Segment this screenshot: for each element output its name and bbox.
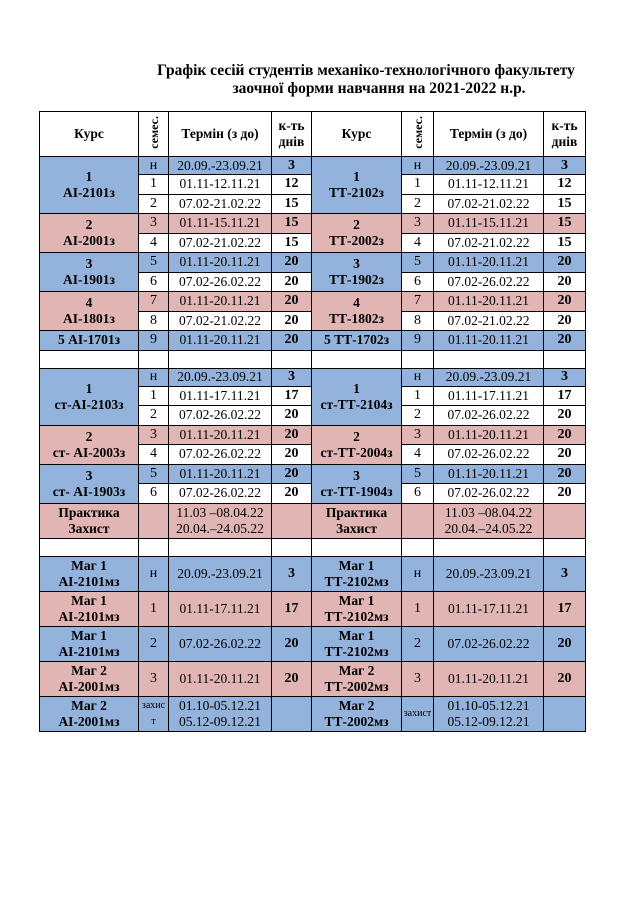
semester-cell: 6 — [139, 484, 169, 504]
days-cell: 20 — [272, 406, 312, 426]
term-cell: 11.03 –08.04.22 20.04.–24.05.22 — [169, 503, 272, 538]
term-cell: 01.11-15.11.21 — [169, 214, 272, 234]
course-cell: 3 ст-ТТ-1904з — [312, 464, 402, 503]
spacer-row — [40, 350, 586, 368]
days-cell: 15 — [272, 194, 312, 214]
term-cell: 01.11-20.11.21 — [434, 661, 544, 696]
semester-cell: 2 — [402, 406, 434, 426]
days-cell: 20 — [272, 484, 312, 504]
table-row — [40, 464, 586, 484]
course-cell: 1 ТТ-2102з — [312, 157, 402, 214]
semester-cell: н — [139, 157, 169, 175]
term-cell: 07.02-26.02.22 — [169, 626, 272, 661]
semester-cell: 5 — [402, 253, 434, 273]
term-cell: 20.09.-23.09.21 — [434, 556, 544, 591]
course-cell: Маг 2 ТТ-2002мз — [312, 661, 402, 696]
days-cell: 12 — [272, 175, 312, 195]
days-cell: 20 — [544, 626, 586, 661]
course-cell: 2 ТТ-2002з — [312, 214, 402, 253]
table-row — [40, 503, 586, 538]
course-cell: Маг 2 АІ-2001мз — [40, 696, 139, 731]
header-days: к-ть днів — [272, 112, 312, 157]
course-cell: Маг 1 АІ-2101мз — [40, 556, 139, 591]
days-cell: 17 — [544, 591, 586, 626]
semester-cell: 3 — [402, 214, 434, 234]
days-cell: 20 — [272, 445, 312, 465]
days-cell: 20 — [272, 661, 312, 696]
term-cell: 07.02-26.02.22 — [434, 272, 544, 292]
days-cell: 17 — [272, 591, 312, 626]
semester-cell: захист — [402, 696, 434, 731]
semester-cell: 2 — [402, 194, 434, 214]
term-cell: 07.02-26.02.22 — [434, 406, 544, 426]
term-cell: 07.02-21.02.22 — [169, 311, 272, 331]
days-cell: 20 — [272, 272, 312, 292]
term-cell: 01.11-20.11.21 — [169, 253, 272, 273]
semester-cell: 5 — [139, 253, 169, 273]
table-row — [40, 214, 586, 234]
days-cell — [272, 503, 312, 538]
term-cell: 07.02-26.02.22 — [169, 484, 272, 504]
term-cell: 01.11-20.11.21 — [434, 464, 544, 484]
semester-cell: н — [139, 556, 169, 591]
semester-cell: 5 — [139, 464, 169, 484]
table-row — [40, 556, 586, 591]
days-cell: 15 — [544, 233, 586, 253]
course-cell: 4 ТТ-1802з — [312, 292, 402, 331]
header-row — [40, 112, 586, 157]
page-title — [40, 62, 640, 98]
days-cell: 20 — [544, 331, 586, 351]
term-cell: 01.11-12.11.21 — [434, 175, 544, 195]
days-cell: 3 — [544, 368, 586, 386]
semester-cell: 4 — [139, 445, 169, 465]
header-termin: Термін (з до) — [169, 112, 272, 157]
term-cell: 07.02-26.02.22 — [169, 445, 272, 465]
days-cell: 20 — [272, 311, 312, 331]
session-schedule-table — [39, 111, 586, 732]
days-cell: 20 — [544, 253, 586, 273]
semester-cell: 6 — [402, 484, 434, 504]
course-cell: Маг 1 АІ-2101мз — [40, 591, 139, 626]
term-cell: 07.02-26.02.22 — [169, 272, 272, 292]
term-cell: 01.10-05.12.21 05.12-09.12.21 — [169, 696, 272, 731]
header-termin: Термін (з до) — [434, 112, 544, 157]
header-semes: семес. — [402, 112, 434, 157]
header-kurs: Курс — [312, 112, 402, 157]
semester-cell: 6 — [402, 272, 434, 292]
table-row — [40, 157, 586, 175]
semester-cell: 7 — [139, 292, 169, 312]
days-cell: 17 — [544, 386, 586, 406]
header-kurs: Курс — [40, 112, 139, 157]
semester-cell: 2 — [139, 406, 169, 426]
days-cell: 3 — [544, 157, 586, 175]
table-row — [40, 253, 586, 273]
term-cell: 01.11-20.11.21 — [434, 331, 544, 351]
semester-cell: 4 — [139, 233, 169, 253]
days-cell: 20 — [272, 292, 312, 312]
days-cell: 20 — [544, 292, 586, 312]
header-semes: семес. — [139, 112, 169, 157]
semester-cell: 6 — [139, 272, 169, 292]
table-row — [40, 331, 586, 351]
days-cell: 20 — [272, 331, 312, 351]
course-cell: Маг 2 ТТ-2002мз — [312, 696, 402, 731]
semester-cell: 2 — [402, 626, 434, 661]
term-cell: 07.02-26.02.22 — [434, 484, 544, 504]
course-cell: 2 ст-ТТ-2004з — [312, 425, 402, 464]
days-cell: 20 — [544, 484, 586, 504]
semester-cell: н — [402, 368, 434, 386]
title-line-1: Графік сесій студентів механіко-технологічного факультету — [157, 62, 575, 79]
days-cell — [544, 503, 586, 538]
semester-cell: 9 — [139, 331, 169, 351]
term-cell: 01.11-17.11.21 — [434, 591, 544, 626]
term-cell: 01.10-05.12.21 05.12-09.12.21 — [434, 696, 544, 731]
days-cell: 20 — [544, 406, 586, 426]
term-cell: 01.11-20.11.21 — [434, 425, 544, 445]
semester-cell — [402, 503, 434, 538]
semester-cell: н — [402, 556, 434, 591]
semester-cell: 3 — [402, 425, 434, 445]
table-row — [40, 661, 586, 696]
days-cell: 3 — [544, 556, 586, 591]
semester-cell: 1 — [139, 591, 169, 626]
term-cell: 01.11-20.11.21 — [169, 425, 272, 445]
course-cell: 3 ТТ-1902з — [312, 253, 402, 292]
days-cell: 15 — [544, 214, 586, 234]
term-cell: 01.11-12.11.21 — [169, 175, 272, 195]
term-cell: 01.11-17.11.21 — [434, 386, 544, 406]
table-row — [40, 425, 586, 445]
semester-cell: 5 — [402, 464, 434, 484]
days-cell: 15 — [544, 194, 586, 214]
term-cell: 07.02-26.02.22 — [434, 445, 544, 465]
course-cell: 1 АІ-2101з — [40, 157, 139, 214]
table-row — [40, 591, 586, 626]
semester-cell — [139, 503, 169, 538]
days-cell: 20 — [272, 464, 312, 484]
term-cell: 20.09.-23.09.21 — [169, 556, 272, 591]
course-cell: Практика Захист — [312, 503, 402, 538]
semester-cell: 4 — [402, 445, 434, 465]
days-cell: 20 — [544, 425, 586, 445]
spacer-row — [40, 538, 586, 556]
semester-cell: 1 — [402, 591, 434, 626]
course-cell: 2 ст- АІ-2003з — [40, 425, 139, 464]
days-cell: 12 — [544, 175, 586, 195]
course-cell: 3 АІ-1901з — [40, 253, 139, 292]
semester-cell: 2 — [139, 194, 169, 214]
course-cell: 1 ст-ТТ-2104з — [312, 368, 402, 425]
term-cell: 07.02-21.02.22 — [434, 233, 544, 253]
days-cell: 20 — [544, 272, 586, 292]
course-cell: 3 ст- АІ-1903з — [40, 464, 139, 503]
semester-cell: захис т — [139, 696, 169, 731]
semester-cell: 9 — [402, 331, 434, 351]
term-cell: 01.11-20.11.21 — [434, 292, 544, 312]
title-line-2: заочної форми навчання на 2021-2022 н.р. — [232, 80, 526, 97]
days-cell: 20 — [544, 661, 586, 696]
semester-cell: 1 — [402, 175, 434, 195]
semester-cell: 1 — [139, 386, 169, 406]
semester-cell: 1 — [139, 175, 169, 195]
semester-cell: н — [139, 368, 169, 386]
course-cell: Маг 1 ТТ-2102мз — [312, 556, 402, 591]
term-cell: 11.03 –08.04.22 20.04.–24.05.22 — [434, 503, 544, 538]
semester-cell: 8 — [139, 311, 169, 331]
term-cell: 07.02-26.02.22 — [169, 406, 272, 426]
days-cell — [544, 696, 586, 731]
days-cell — [272, 696, 312, 731]
days-cell: 3 — [272, 556, 312, 591]
days-cell: 20 — [544, 464, 586, 484]
table-row — [40, 696, 586, 731]
term-cell: 01.11-20.11.21 — [434, 253, 544, 273]
term-cell: 07.02-21.02.22 — [434, 194, 544, 214]
term-cell: 20.09.-23.09.21 — [169, 368, 272, 386]
course-cell: Практика Захист — [40, 503, 139, 538]
term-cell: 01.11-15.11.21 — [434, 214, 544, 234]
semester-cell: 7 — [402, 292, 434, 312]
course-cell: Маг 1 ТТ-2102мз — [312, 626, 402, 661]
table-row — [40, 626, 586, 661]
term-cell: 01.11-17.11.21 — [169, 386, 272, 406]
days-cell: 15 — [272, 214, 312, 234]
term-cell: 01.11-20.11.21 — [169, 464, 272, 484]
days-cell: 3 — [272, 157, 312, 175]
semester-cell: 3 — [402, 661, 434, 696]
term-cell: 07.02-21.02.22 — [169, 233, 272, 253]
days-cell: 3 — [272, 368, 312, 386]
days-cell: 20 — [544, 445, 586, 465]
course-cell: Маг 1 ТТ-2102мз — [312, 591, 402, 626]
course-cell: 2 АІ-2001з — [40, 214, 139, 253]
term-cell: 20.09.-23.09.21 — [434, 368, 544, 386]
semester-cell: 3 — [139, 661, 169, 696]
semester-cell: 3 — [139, 214, 169, 234]
days-cell: 20 — [272, 425, 312, 445]
term-cell: 01.11-17.11.21 — [169, 591, 272, 626]
term-cell: 07.02-21.02.22 — [434, 311, 544, 331]
semester-cell: 2 — [139, 626, 169, 661]
course-cell: 4 АІ-1801з — [40, 292, 139, 331]
course-cell: 5 ТТ-1702з — [312, 331, 402, 351]
days-cell: 15 — [272, 233, 312, 253]
course-cell: 1 ст-АІ-2103з — [40, 368, 139, 425]
days-cell: 20 — [272, 253, 312, 273]
term-cell: 01.11-20.11.21 — [169, 331, 272, 351]
term-cell: 20.09.-23.09.21 — [169, 157, 272, 175]
term-cell: 01.11-20.11.21 — [169, 292, 272, 312]
term-cell: 20.09.-23.09.21 — [434, 157, 544, 175]
semester-cell: н — [402, 157, 434, 175]
days-cell: 17 — [272, 386, 312, 406]
semester-cell: 8 — [402, 311, 434, 331]
term-cell: 07.02-26.02.22 — [434, 626, 544, 661]
term-cell: 07.02-21.02.22 — [169, 194, 272, 214]
semester-cell: 1 — [402, 386, 434, 406]
days-cell: 20 — [272, 626, 312, 661]
table-row — [40, 292, 586, 312]
table-row — [40, 368, 586, 386]
course-cell: Маг 2 АІ-2001мз — [40, 661, 139, 696]
course-cell: 5 АІ-1701з — [40, 331, 139, 351]
course-cell: Маг 1 АІ-2101мз — [40, 626, 139, 661]
header-days: к-ть днів — [544, 112, 586, 157]
semester-cell: 3 — [139, 425, 169, 445]
term-cell: 01.11-20.11.21 — [169, 661, 272, 696]
semester-cell: 4 — [402, 233, 434, 253]
days-cell: 20 — [544, 311, 586, 331]
